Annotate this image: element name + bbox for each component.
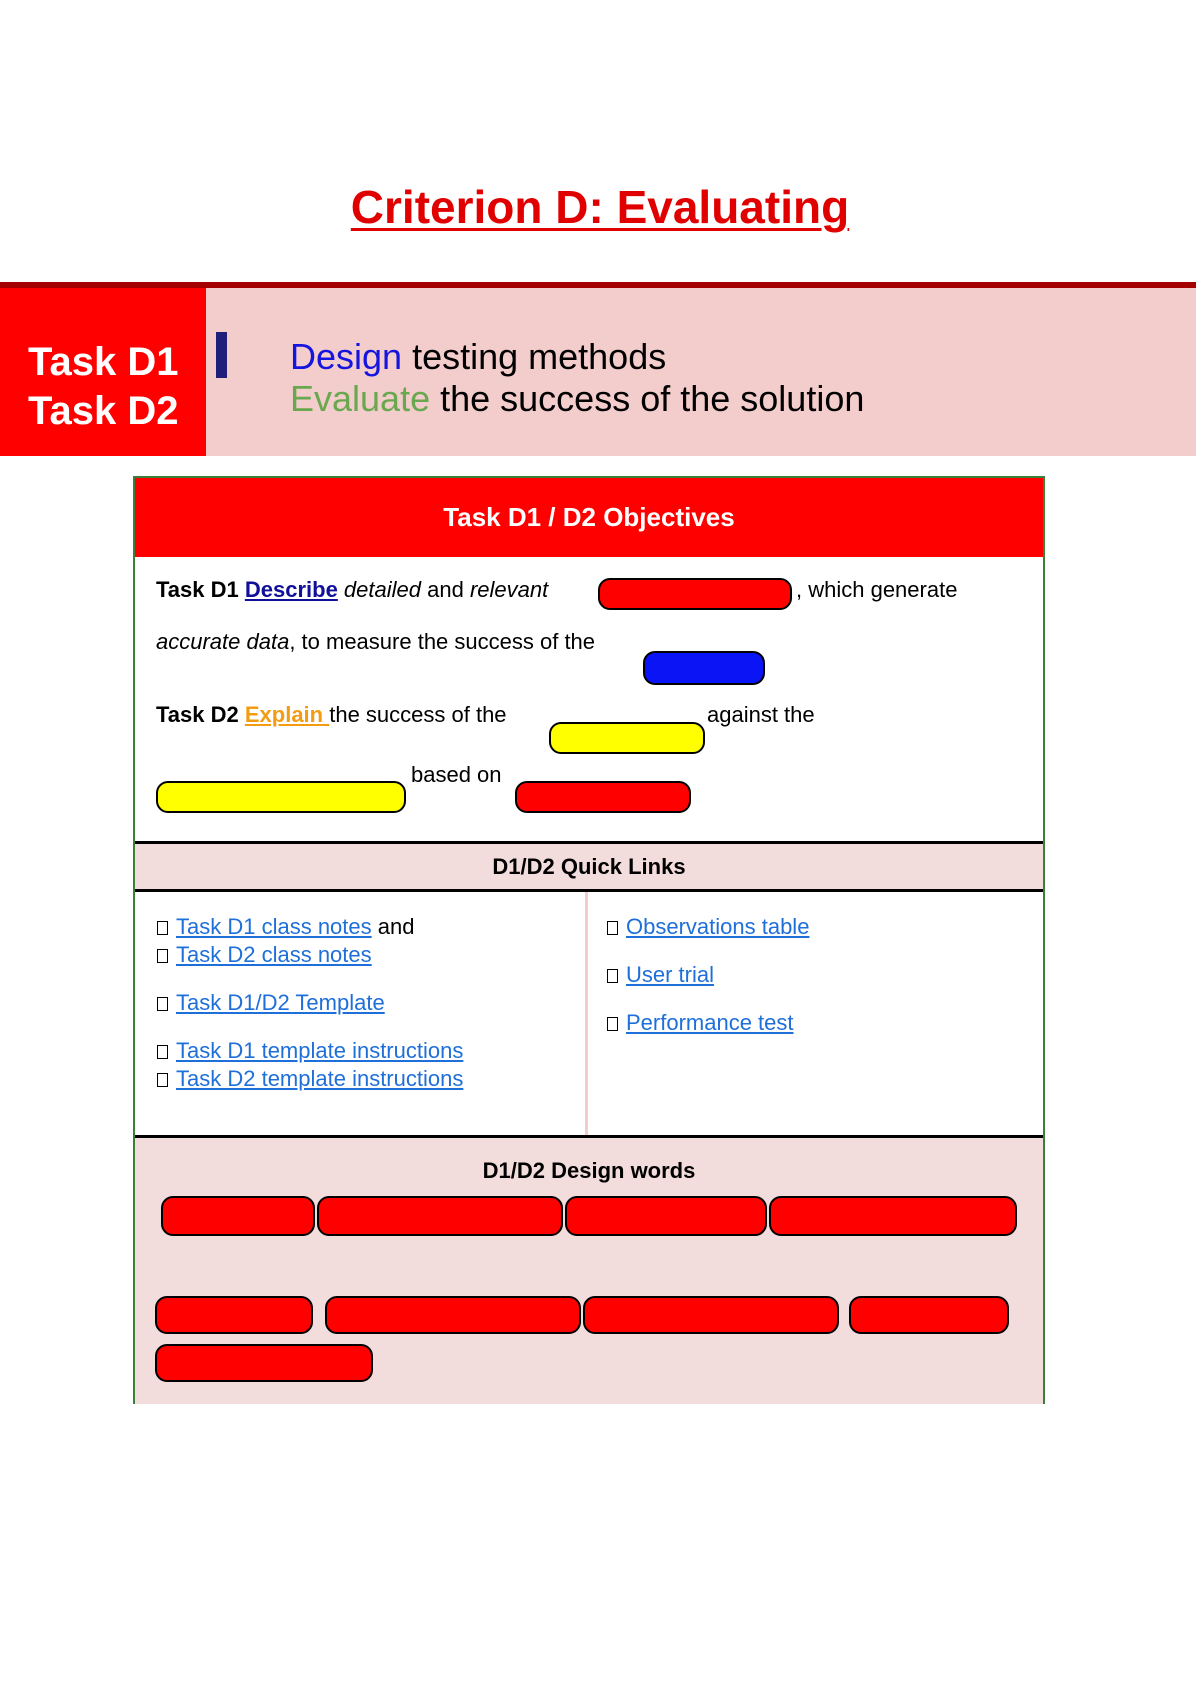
checkbox-icon (157, 921, 168, 935)
evaluate-line-text: the success of the solution (430, 378, 865, 419)
task-d1-text-generate: , which generate (796, 577, 958, 602)
task-d2-text-against: against the (707, 702, 815, 727)
checkbox-icon (607, 969, 618, 983)
quick-link-item (607, 1010, 794, 1036)
redacted-term-pill (515, 781, 691, 813)
design-word-pill (849, 1296, 1009, 1334)
objectives-header: Task D1 / D2 Objectives (135, 478, 1043, 557)
design-word-pill (565, 1196, 767, 1236)
design-word-pill (317, 1196, 563, 1236)
banner-line-evaluate (290, 378, 864, 420)
checkbox-icon (157, 949, 168, 963)
objectives-box (133, 476, 1045, 1404)
redacted-term-pill (549, 722, 705, 754)
task-d1-text-accurate: accurate data (156, 629, 290, 654)
section-divider (135, 889, 1043, 892)
banner-accent-bar (216, 332, 227, 378)
link-suffix-and: and (371, 914, 415, 939)
redacted-term-pill (643, 651, 765, 685)
link-task-d1-d2-template[interactable]: Task D1/D2 Template (176, 990, 385, 1015)
link-user-trial[interactable]: User trial (626, 962, 715, 987)
task-d2-text-success: the success of the (329, 702, 507, 727)
task-d1-text-measure: , to measure the success of the (289, 629, 596, 654)
banner-line-design (290, 336, 864, 378)
design-line-text: testing methods (402, 336, 667, 377)
link-task-d1-template-instructions[interactable]: Task D1 template instructions (176, 1038, 464, 1063)
link-task-d2-template-instructions[interactable]: Task D2 template instructions (176, 1066, 464, 1091)
banner-description (290, 336, 864, 420)
checkbox-icon (157, 1045, 168, 1059)
task-d1-text-relevant: relevant (469, 577, 549, 602)
quick-link-item (157, 990, 385, 1016)
quick-link-item (607, 914, 809, 940)
quick-link-item (157, 942, 372, 968)
explain-link[interactable]: Explain (244, 702, 330, 727)
checkbox-icon (157, 997, 168, 1011)
task-d2-line1 (156, 702, 507, 728)
banner-task-labels (0, 288, 206, 456)
checkbox-icon (607, 1017, 618, 1031)
quick-links-header: D1/D2 Quick Links (135, 844, 1043, 889)
banner-task-d2: Task D2 (28, 389, 179, 433)
checkbox-icon (607, 921, 618, 935)
link-observations-table[interactable]: Observations table (626, 914, 810, 939)
redacted-term-pill (156, 781, 406, 813)
task-d1-line1 (156, 577, 548, 603)
task-d1-label: Task D1 (156, 577, 245, 602)
design-word-pill (161, 1196, 315, 1236)
design-word-pill (155, 1344, 373, 1382)
quick-link-item (157, 1038, 463, 1064)
link-task-d2-class-notes[interactable]: Task D2 class notes (176, 942, 372, 967)
banner-task-d1: Task D1 (28, 340, 179, 384)
redacted-term-pill (598, 578, 792, 610)
link-performance-test[interactable]: Performance test (626, 1010, 794, 1035)
evaluate-keyword: Evaluate (290, 378, 431, 419)
task-d1-text-detailed: detailed (337, 577, 421, 602)
task-d2-label: Task D2 (156, 702, 245, 727)
design-word-pill (769, 1196, 1017, 1236)
page-title: Criterion D: Evaluating (350, 181, 850, 233)
design-words-header: D1/D2 Design words (482, 1158, 696, 1183)
design-word-pill (155, 1296, 313, 1334)
task-d1-text-and: and (421, 577, 470, 602)
checkbox-icon (157, 1073, 168, 1087)
link-task-d1-class-notes[interactable]: Task D1 class notes (176, 914, 372, 939)
design-word-pill (583, 1296, 839, 1334)
design-keyword: Design (290, 336, 403, 377)
quick-link-item (157, 914, 414, 940)
design-words-panel (135, 1138, 1043, 1404)
task-d1-line2 (156, 629, 595, 655)
quick-link-item (607, 962, 714, 988)
describe-link[interactable]: Describe (244, 577, 338, 602)
quick-links-column-divider (585, 892, 588, 1136)
task-banner (0, 288, 1196, 456)
quick-link-item (157, 1066, 463, 1092)
task-d2-text-based-on: based on (411, 762, 502, 787)
design-word-pill (325, 1296, 581, 1334)
